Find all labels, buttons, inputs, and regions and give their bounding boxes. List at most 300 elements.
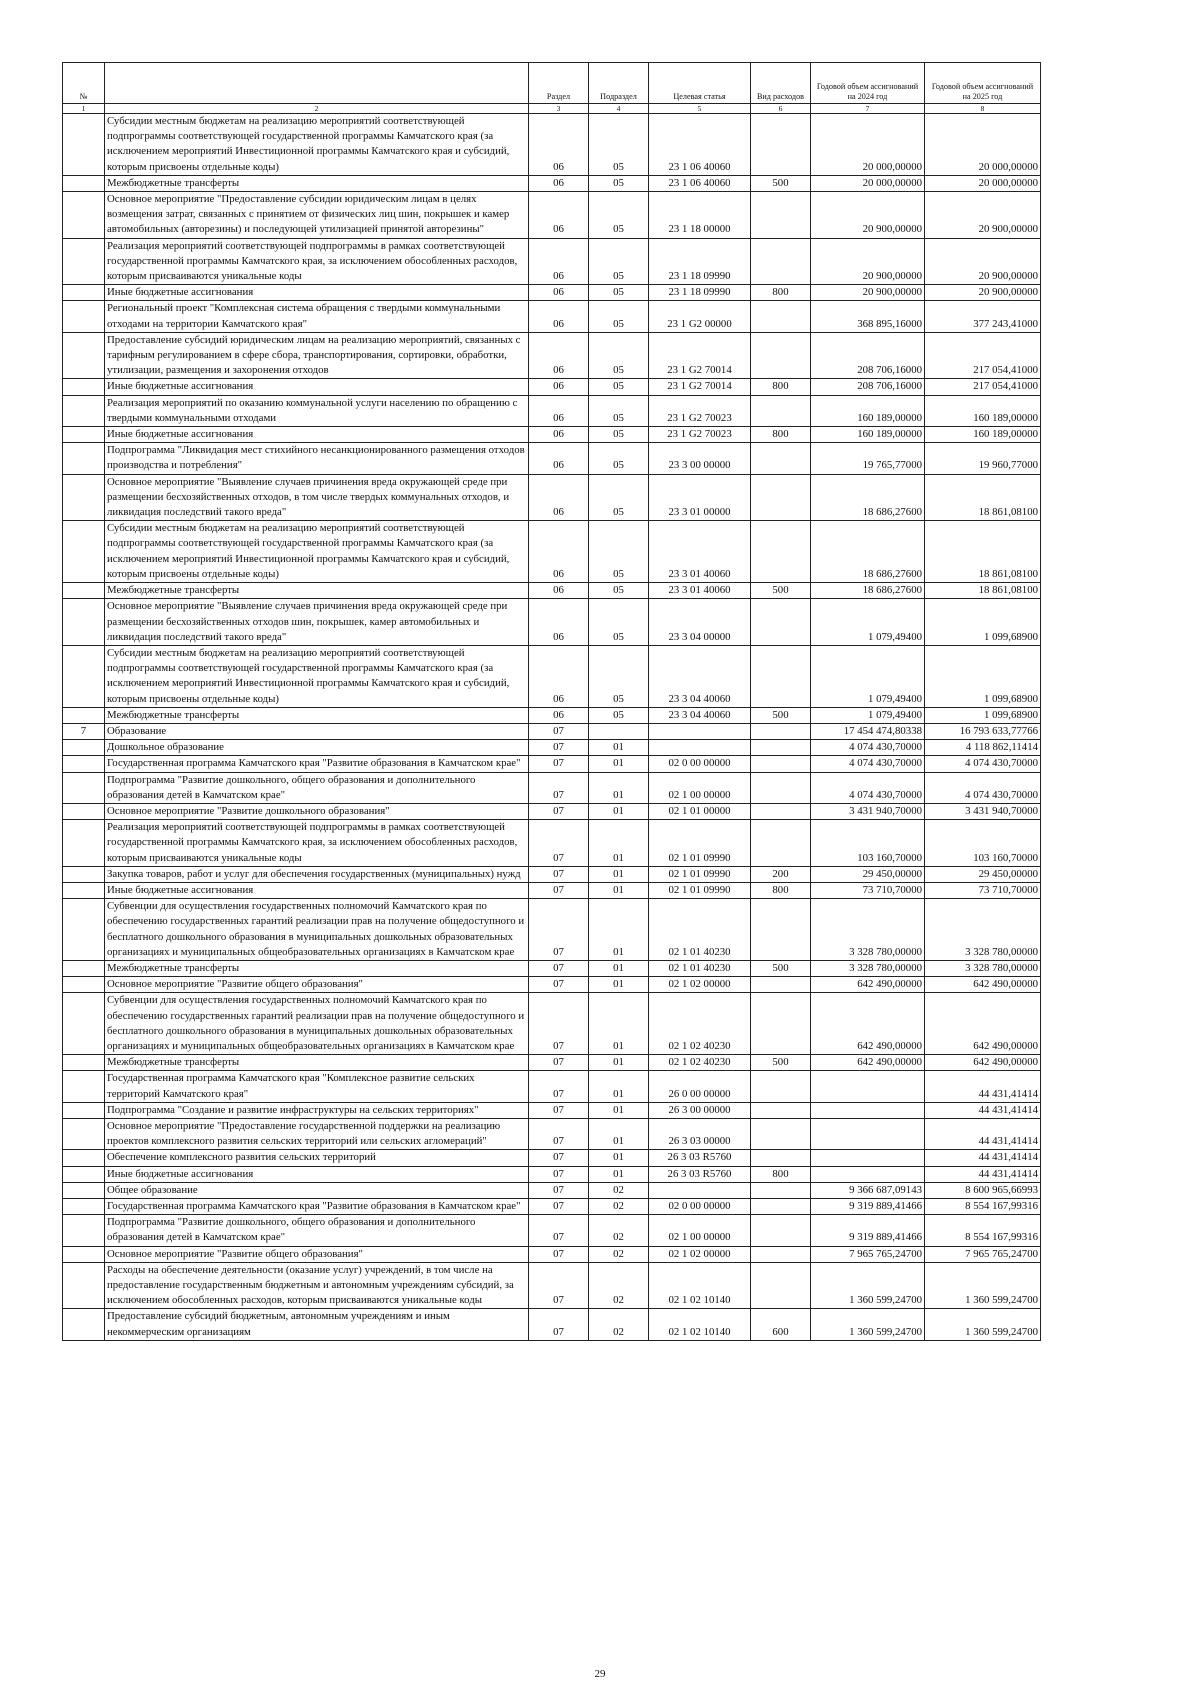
row-section: 06 [529,175,589,191]
row-target: 23 1 G2 70023 [649,427,751,443]
row-expense-type [751,1150,811,1166]
row-amount-2025: 44 431,41414 [925,1150,1041,1166]
row-section: 06 [529,238,589,285]
row-amount-2025: 3 431 940,70000 [925,803,1041,819]
row-target: 02 1 01 40230 [649,960,751,976]
row-number [63,1055,105,1071]
row-name: Основное мероприятие "Развитие общего образования" [105,1246,529,1262]
row-amount-2025: 1 099,68900 [925,599,1041,646]
row-name: Субвенции для осуществления государственных полномочий Камчатского края по обеспечению государственных гарантий реализации прав на получение общедоступного и бесплатного дошкольного образования в муниципальных дошкольных образовательных организациях и муниципальных общеобразовательных организациях в Камчатском крае [105,899,529,961]
row-subsection: 05 [589,474,649,521]
row-target [649,1182,751,1198]
row-section: 07 [529,1071,589,1102]
row-number [63,740,105,756]
row-section: 07 [529,1215,589,1246]
row-subsection: 01 [589,993,649,1055]
row-amount-2025: 642 490,00000 [925,993,1041,1055]
row-subsection: 01 [589,960,649,976]
header-expense-type: Вид расходов [751,63,811,104]
table-row [63,1071,1041,1102]
row-name: Иные бюджетные ассигнования [105,379,529,395]
row-section: 06 [529,285,589,301]
header-row [63,63,1041,104]
row-target: 02 1 02 40230 [649,993,751,1055]
table-row [63,521,1041,583]
row-name: Субвенции для осуществления государственных полномочий Камчатского края по обеспечению государственных гарантий реализации прав на получение общедоступного и бесплатного дошкольного образования в муниципальных дошкольных образовательных организациях и муниципальных общеобразовательных организациях в Камчатском крае [105,993,529,1055]
row-section: 07 [529,1309,589,1340]
row-name: Межбюджетные трансферты [105,175,529,191]
row-name: Реализация мероприятий по оказанию коммунальной услуги населению по обращению с твердыми коммунальными отходами [105,395,529,426]
row-target: 02 0 00 00000 [649,756,751,772]
row-number [63,1182,105,1198]
row-expense-type: 800 [751,379,811,395]
row-amount-2025: 73 710,70000 [925,882,1041,898]
row-section: 07 [529,1102,589,1118]
table-row [63,1262,1041,1309]
row-section: 07 [529,899,589,961]
row-section: 07 [529,882,589,898]
table-row [63,599,1041,646]
row-number [63,521,105,583]
row-amount-2025: 20 000,00000 [925,114,1041,176]
table-row [63,960,1041,976]
row-number [63,285,105,301]
row-subsection: 01 [589,756,649,772]
table-row [63,899,1041,961]
row-amount-2025: 217 054,41000 [925,379,1041,395]
row-expense-type [751,645,811,707]
row-section: 07 [529,803,589,819]
row-number [63,1166,105,1182]
row-amount-2025: 1 099,68900 [925,645,1041,707]
column-number: 5 [649,104,751,114]
table-row [63,1309,1041,1340]
table-row [63,866,1041,882]
table-row [63,379,1041,395]
row-name: Обеспечение комплексного развития сельских территорий [105,1150,529,1166]
row-expense-type [751,740,811,756]
row-name: Межбюджетные трансферты [105,707,529,723]
row-number [63,866,105,882]
row-name: Иные бюджетные ассигнования [105,882,529,898]
row-subsection: 01 [589,1102,649,1118]
row-subsection: 01 [589,820,649,867]
row-target: 23 1 G2 70014 [649,379,751,395]
row-amount-2025: 8 600 965,66993 [925,1182,1041,1198]
row-target: 02 1 01 40230 [649,899,751,961]
row-amount-2025: 16 793 633,77766 [925,723,1041,739]
row-amount-2025: 44 431,41414 [925,1071,1041,1102]
row-number [63,803,105,819]
table-row [63,882,1041,898]
row-number [63,1215,105,1246]
row-name: Государственная программа Камчатского края "Развитие образования в Камчатском крае" [105,756,529,772]
row-section: 06 [529,332,589,379]
row-expense-type [751,803,811,819]
table-row [63,820,1041,867]
row-amount-2024: 20 900,00000 [811,285,925,301]
row-number [63,1309,105,1340]
row-number [63,707,105,723]
row-name: Реализация мероприятий соответствующей подпрограммы в рамках соответствующей государственной программы Камчатского края, за исключением обособленных расходов, которым присваиваются уникальные коды [105,238,529,285]
row-number [63,820,105,867]
row-name: Закупка товаров, работ и услуг для обеспечения государственных (муниципальных) нужд [105,866,529,882]
row-target: 23 3 00 00000 [649,443,751,474]
row-target: 26 3 00 00000 [649,1102,751,1118]
row-subsection: 01 [589,1055,649,1071]
row-expense-type [751,192,811,239]
row-section: 07 [529,1262,589,1309]
row-expense-type [751,521,811,583]
row-section: 07 [529,772,589,803]
row-amount-2025: 18 861,08100 [925,521,1041,583]
row-amount-2025: 44 431,41414 [925,1102,1041,1118]
table-row [63,301,1041,332]
row-target: 02 1 01 09990 [649,820,751,867]
row-target: 23 1 06 40060 [649,114,751,176]
row-subsection: 05 [589,521,649,583]
row-number [63,1150,105,1166]
row-amount-2025: 3 328 780,00000 [925,899,1041,961]
row-expense-type: 500 [751,960,811,976]
table-row [63,772,1041,803]
row-expense-type [751,599,811,646]
row-target: 23 1 18 09990 [649,238,751,285]
row-amount-2024: 1 079,49400 [811,707,925,723]
row-target: 23 3 01 00000 [649,474,751,521]
row-target: 23 1 18 09990 [649,285,751,301]
row-section: 06 [529,192,589,239]
row-amount-2025: 160 189,00000 [925,427,1041,443]
row-target: 02 1 02 00000 [649,977,751,993]
row-name: Межбюджетные трансферты [105,583,529,599]
row-subsection: 02 [589,1246,649,1262]
row-amount-2024: 3 328 780,00000 [811,960,925,976]
row-amount-2024: 1 079,49400 [811,645,925,707]
row-expense-type [751,1246,811,1262]
row-name: Межбюджетные трансферты [105,960,529,976]
header-no: № [63,63,105,104]
row-subsection: 01 [589,1150,649,1166]
table-row [63,1199,1041,1215]
row-amount-2024: 1 079,49400 [811,599,925,646]
row-number [63,379,105,395]
row-number [63,301,105,332]
row-name: Основное мероприятие "Предоставление государственной поддержки на реализацию проектов комплексного развития сельских территорий или сельских агломераций" [105,1119,529,1150]
table-row [63,583,1041,599]
column-number: 6 [751,104,811,114]
table-row [63,114,1041,176]
row-expense-type: 500 [751,583,811,599]
row-subsection: 02 [589,1262,649,1309]
row-name: Основное мероприятие "Выявление случаев причинения вреда окружающей среде при размещении бесхозяйственных отходов, в том числе твердых коммунальных отходов, и ликвидация последствий такого вреда" [105,474,529,521]
row-subsection: 01 [589,740,649,756]
table-row [63,1166,1041,1182]
row-name: Субсидии местным бюджетам на реализацию мероприятий соответствующей подпрограммы соответствующей государственной программы Камчатского края (за исключением мероприятий Инвестиционной программы Камчатского края и субсидий, которым присвоены отдельные коды) [105,645,529,707]
row-amount-2025: 44 431,41414 [925,1119,1041,1150]
row-expense-type: 800 [751,882,811,898]
row-amount-2024: 1 360 599,24700 [811,1262,925,1309]
budget-table-sheet [62,62,1041,1341]
row-number [63,443,105,474]
row-name: Основное мероприятие "Развитие дошкольного образования" [105,803,529,819]
row-number [63,474,105,521]
row-number [63,993,105,1055]
row-expense-type [751,395,811,426]
row-subsection [589,723,649,739]
row-amount-2024: 208 706,16000 [811,332,925,379]
row-amount-2025: 642 490,00000 [925,1055,1041,1071]
row-subsection: 05 [589,443,649,474]
row-target: 02 1 02 10140 [649,1262,751,1309]
row-target: 02 1 01 09990 [649,882,751,898]
row-subsection: 02 [589,1199,649,1215]
row-target: 02 1 01 09990 [649,866,751,882]
row-target: 02 1 02 10140 [649,1309,751,1340]
row-amount-2025: 20 900,00000 [925,238,1041,285]
row-expense-type [751,1182,811,1198]
header-name [105,63,529,104]
row-expense-type: 800 [751,427,811,443]
column-number: 7 [811,104,925,114]
row-section: 06 [529,427,589,443]
row-section: 07 [529,820,589,867]
row-expense-type [751,723,811,739]
row-target: 02 1 02 00000 [649,1246,751,1262]
row-expense-type [751,977,811,993]
row-amount-2024 [811,1166,925,1182]
table-row [63,332,1041,379]
row-expense-type [751,1071,811,1102]
row-amount-2024: 208 706,16000 [811,379,925,395]
row-amount-2025: 29 450,00000 [925,866,1041,882]
row-expense-type [751,756,811,772]
table-row [63,1215,1041,1246]
row-expense-type [751,443,811,474]
row-amount-2024: 3 328 780,00000 [811,899,925,961]
page-number: 29 [594,1668,606,1680]
row-amount-2024: 4 074 430,70000 [811,772,925,803]
row-section: 06 [529,301,589,332]
row-amount-2025: 4 118 862,11414 [925,740,1041,756]
row-amount-2024: 3 431 940,70000 [811,803,925,819]
row-section: 07 [529,1055,589,1071]
table-row [63,474,1041,521]
table-row [63,977,1041,993]
row-subsection: 02 [589,1309,649,1340]
row-target: 23 1 G2 70014 [649,332,751,379]
table-row [63,645,1041,707]
row-section: 07 [529,1150,589,1166]
header-target: Целевая статья [649,63,751,104]
table-row [63,803,1041,819]
row-section: 06 [529,645,589,707]
row-name: Основное мероприятие "Предоставление субсидии юридическим лицам в целях возмещения затрат, связанных с принятием от физических лиц шин, покрышек и камер автомобильных (авторезины) и последующей утилизацией принятой авторезины" [105,192,529,239]
row-name: Предоставление субсидий бюджетным, автономным учреждениям и иным некоммерческим организациям [105,1309,529,1340]
row-expense-type [751,238,811,285]
row-amount-2024: 29 450,00000 [811,866,925,882]
row-target: 23 1 18 00000 [649,192,751,239]
column-number: 8 [925,104,1041,114]
row-section: 06 [529,521,589,583]
header-subsection: Подраздел [589,63,649,104]
row-amount-2024 [811,1119,925,1150]
row-subsection: 05 [589,285,649,301]
row-section: 06 [529,474,589,521]
column-number: 1 [63,104,105,114]
table-row [63,175,1041,191]
row-target: 26 3 03 R5760 [649,1166,751,1182]
row-target: 26 3 03 R5760 [649,1150,751,1166]
column-number-row [63,104,1041,114]
row-subsection: 05 [589,301,649,332]
table-row [63,707,1041,723]
row-amount-2024: 9 319 889,41466 [811,1215,925,1246]
row-subsection: 01 [589,1071,649,1102]
row-subsection: 05 [589,599,649,646]
row-amount-2025: 20 000,00000 [925,175,1041,191]
row-subsection: 05 [589,332,649,379]
row-amount-2025: 1 099,68900 [925,707,1041,723]
row-number [63,1071,105,1102]
row-expense-type [751,1199,811,1215]
row-subsection: 01 [589,866,649,882]
row-number [63,645,105,707]
row-amount-2024: 9 366 687,09143 [811,1182,925,1198]
row-subsection: 01 [589,977,649,993]
row-name: Образование [105,723,529,739]
row-amount-2024: 20 900,00000 [811,192,925,239]
row-number [63,772,105,803]
row-subsection: 01 [589,1166,649,1182]
row-amount-2025: 20 900,00000 [925,285,1041,301]
row-expense-type: 800 [751,285,811,301]
row-name: Подпрограмма "Ликвидация мест стихийного несанкционированного размещения отходов производства и потребления" [105,443,529,474]
row-amount-2025: 19 960,77000 [925,443,1041,474]
row-amount-2025: 20 900,00000 [925,192,1041,239]
row-amount-2024 [811,1150,925,1166]
budget-table [62,62,1041,1341]
row-section: 07 [529,723,589,739]
table-row [63,1055,1041,1071]
row-name: Иные бюджетные ассигнования [105,285,529,301]
row-amount-2024: 18 686,27600 [811,583,925,599]
row-amount-2024: 9 319 889,41466 [811,1199,925,1215]
row-number [63,756,105,772]
row-number [63,395,105,426]
row-number [63,175,105,191]
row-name: Иные бюджетные ассигнования [105,427,529,443]
row-amount-2025: 217 054,41000 [925,332,1041,379]
column-number: 2 [105,104,529,114]
row-number [63,1199,105,1215]
row-expense-type: 500 [751,1055,811,1071]
row-amount-2025: 18 861,08100 [925,474,1041,521]
row-target: 23 3 04 00000 [649,599,751,646]
row-amount-2025: 642 490,00000 [925,977,1041,993]
row-target: 02 1 01 00000 [649,803,751,819]
row-target: 23 3 04 40060 [649,645,751,707]
row-name: Иные бюджетные ассигнования [105,1166,529,1182]
header-year-2024: Годовой объем ассигнований на 2024 год [811,63,925,104]
row-amount-2024: 1 360 599,24700 [811,1309,925,1340]
row-name: Подпрограмма "Создание и развитие инфраструктуры на сельских территориях" [105,1102,529,1118]
row-number [63,1119,105,1150]
column-number: 3 [529,104,589,114]
row-section: 07 [529,1246,589,1262]
row-number [63,583,105,599]
row-expense-type [751,1119,811,1150]
row-subsection: 05 [589,379,649,395]
row-amount-2025: 4 074 430,70000 [925,772,1041,803]
row-expense-type [751,820,811,867]
row-subsection: 05 [589,645,649,707]
row-target [649,740,751,756]
row-section: 06 [529,599,589,646]
row-subsection: 05 [589,395,649,426]
row-expense-type: 600 [751,1309,811,1340]
row-amount-2024: 642 490,00000 [811,977,925,993]
row-section: 07 [529,756,589,772]
table-row [63,740,1041,756]
row-target: 23 3 01 40060 [649,521,751,583]
row-subsection: 05 [589,707,649,723]
row-section: 07 [529,1166,589,1182]
row-amount-2024: 642 490,00000 [811,1055,925,1071]
row-subsection: 05 [589,175,649,191]
row-amount-2025: 1 360 599,24700 [925,1262,1041,1309]
row-amount-2024 [811,1071,925,1102]
table-row [63,1246,1041,1262]
table-row [63,285,1041,301]
row-section: 07 [529,1182,589,1198]
row-expense-type [751,1262,811,1309]
table-row [63,192,1041,239]
table-row [63,756,1041,772]
row-expense-type [751,1215,811,1246]
row-name: Основное мероприятие "Выявление случаев причинения вреда окружающей среде при размещении бесхозяйственных отходов шин, покрышек, камер автомобильных и ликвидация последствий такого вреда" [105,599,529,646]
row-subsection: 05 [589,238,649,285]
row-amount-2025: 8 554 167,99316 [925,1199,1041,1215]
row-amount-2025: 7 965 765,24700 [925,1246,1041,1262]
row-number [63,899,105,961]
row-expense-type [751,772,811,803]
row-name: Расходы на обеспечение деятельности (оказание услуг) учреждений, в том числе на предоставление государственным бюджетным и автономным учреждениям субсидий, за исключением обособленных расходов, которым присваиваются уникальные коды [105,1262,529,1309]
header-year-2025: Годовой объем ассигнований на 2025 год [925,63,1041,104]
row-amount-2024: 103 160,70000 [811,820,925,867]
row-amount-2024: 642 490,00000 [811,993,925,1055]
row-amount-2025: 44 431,41414 [925,1166,1041,1182]
row-amount-2024: 73 710,70000 [811,882,925,898]
row-target: 23 1 06 40060 [649,175,751,191]
row-target: 02 1 00 00000 [649,772,751,803]
row-target: 02 1 02 40230 [649,1055,751,1071]
table-row [63,1119,1041,1150]
row-amount-2024: 18 686,27600 [811,474,925,521]
row-expense-type [751,993,811,1055]
row-subsection: 05 [589,192,649,239]
row-target: 26 3 03 00000 [649,1119,751,1150]
row-name: Подпрограмма "Развитие дошкольного, общего образования и дополнительного образования детей в Камчатском крае" [105,772,529,803]
row-section: 07 [529,740,589,756]
row-number [63,977,105,993]
row-amount-2024: 368 895,16000 [811,301,925,332]
row-section: 07 [529,960,589,976]
row-section: 07 [529,993,589,1055]
row-amount-2025: 1 360 599,24700 [925,1309,1041,1340]
row-subsection: 05 [589,427,649,443]
row-section: 06 [529,395,589,426]
